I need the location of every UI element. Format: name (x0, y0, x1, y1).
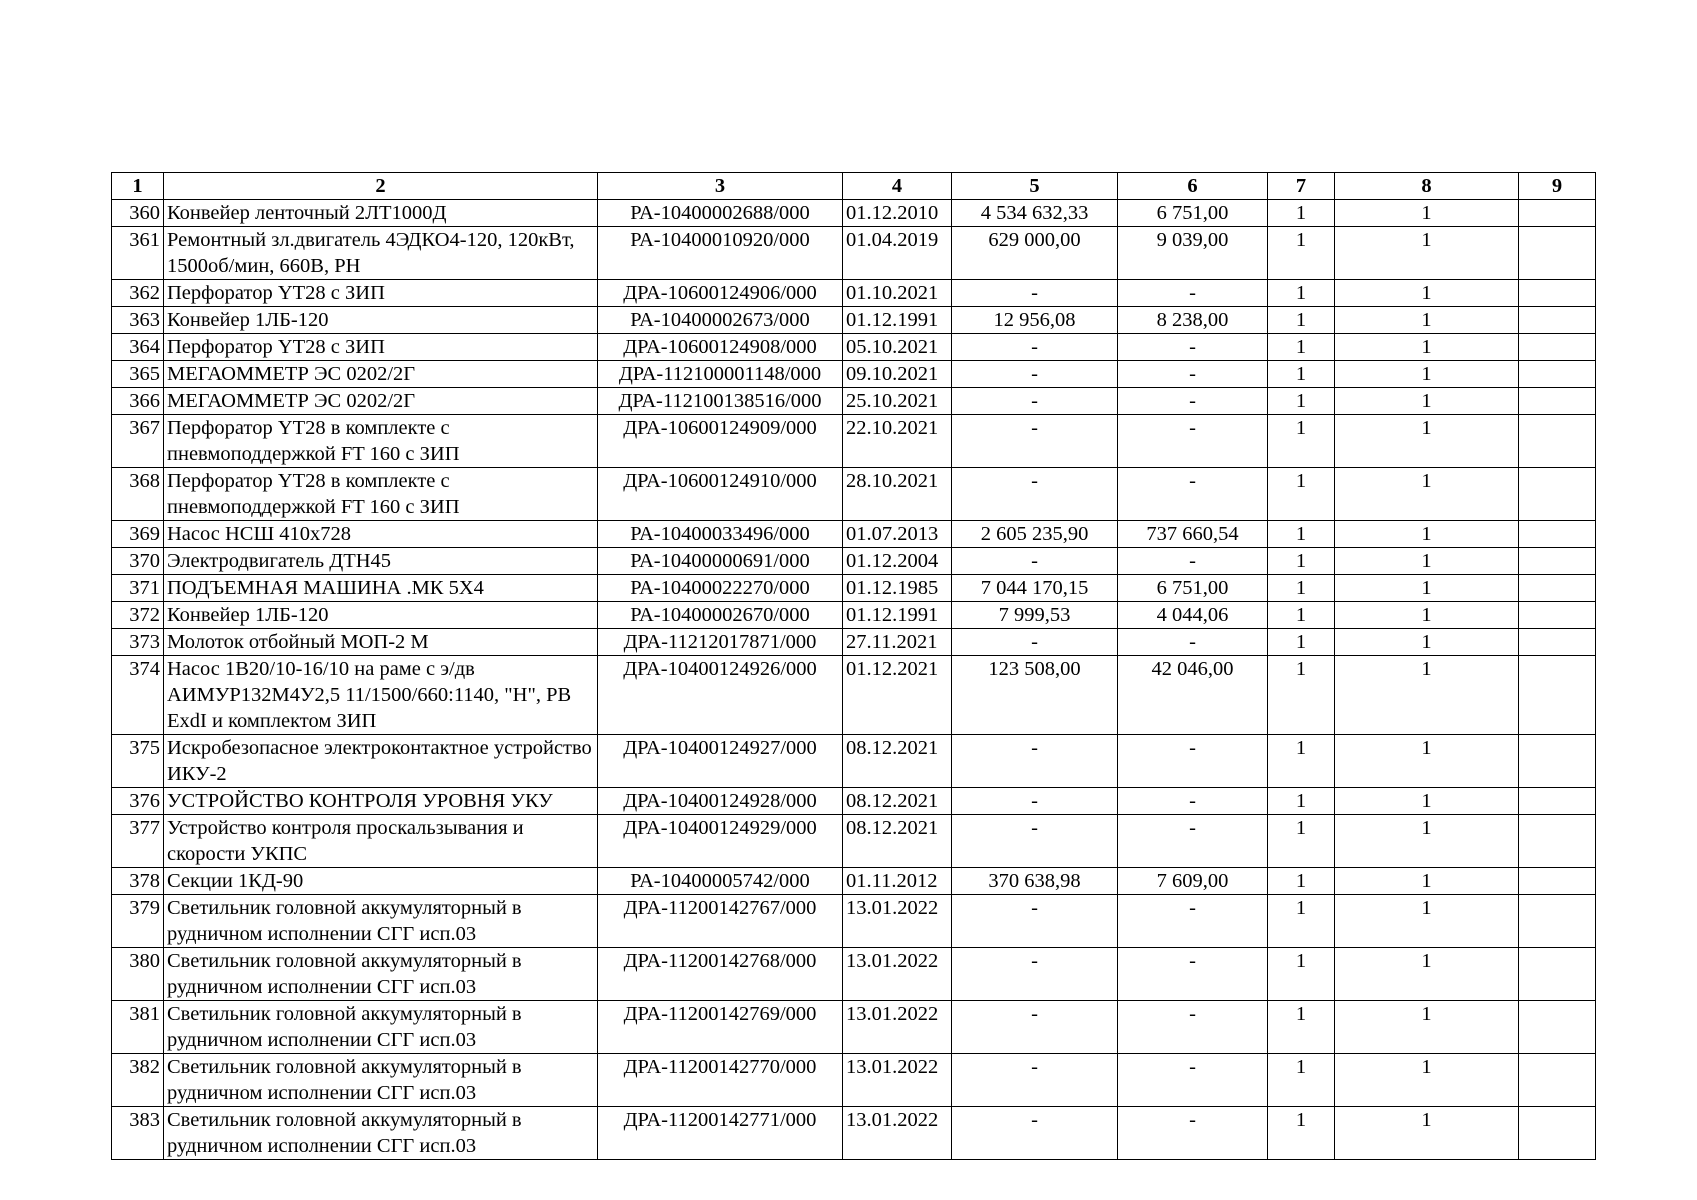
note-cell (1519, 815, 1596, 868)
quantity-cell: 1 (1268, 280, 1335, 307)
table-row (112, 548, 1596, 575)
date-cell: 05.10.2021 (843, 334, 952, 361)
residual-cost-cell: 42 046,00 (1118, 656, 1268, 735)
initial-cost-cell: - (952, 948, 1118, 1001)
residual-cost-cell: - (1118, 788, 1268, 815)
row-number-cell: 361 (112, 227, 164, 280)
quantity-actual-cell: 1 (1335, 1054, 1519, 1107)
initial-cost-cell: 2 605 235,90 (952, 521, 1118, 548)
quantity-cell: 1 (1268, 227, 1335, 280)
date-cell: 28.10.2021 (843, 468, 952, 521)
table-row (112, 307, 1596, 334)
row-number-cell: 364 (112, 334, 164, 361)
note-cell (1519, 788, 1596, 815)
row-number-cell: 371 (112, 575, 164, 602)
residual-cost-cell: 7 609,00 (1118, 868, 1268, 895)
quantity-actual-cell: 1 (1335, 788, 1519, 815)
quantity-actual-cell: 1 (1335, 815, 1519, 868)
table-row (112, 948, 1596, 1001)
quantity-actual-cell: 1 (1335, 735, 1519, 788)
row-number-cell: 375 (112, 735, 164, 788)
item-name-cell: ПОДЪЕМНАЯ МАШИНА .МК 5Х4 (164, 575, 598, 602)
residual-cost-cell: - (1118, 548, 1268, 575)
initial-cost-cell: - (952, 334, 1118, 361)
quantity-cell: 1 (1268, 548, 1335, 575)
inventory-code-cell: ДРА-112100001148/000 (598, 361, 843, 388)
note-cell (1519, 1001, 1596, 1054)
inventory-code-cell: ДРА-112100138516/000 (598, 388, 843, 415)
note-cell (1519, 948, 1596, 1001)
inventory-table (111, 172, 1596, 1160)
note-cell (1519, 521, 1596, 548)
column-header: 6 (1118, 173, 1268, 200)
note-cell (1519, 548, 1596, 575)
column-header: 4 (843, 173, 952, 200)
date-cell: 27.11.2021 (843, 629, 952, 656)
quantity-cell: 1 (1268, 948, 1335, 1001)
date-cell: 01.12.2010 (843, 200, 952, 227)
note-cell (1519, 388, 1596, 415)
date-cell: 13.01.2022 (843, 1107, 952, 1160)
quantity-actual-cell: 1 (1335, 575, 1519, 602)
date-cell: 13.01.2022 (843, 1054, 952, 1107)
date-cell: 13.01.2022 (843, 948, 952, 1001)
quantity-cell: 1 (1268, 895, 1335, 948)
table-row (112, 575, 1596, 602)
row-number-cell: 378 (112, 868, 164, 895)
initial-cost-cell: 4 534 632,33 (952, 200, 1118, 227)
table-body (112, 200, 1596, 1160)
note-cell (1519, 361, 1596, 388)
item-name-cell: Секции 1КД-90 (164, 868, 598, 895)
quantity-actual-cell: 1 (1335, 868, 1519, 895)
quantity-cell: 1 (1268, 602, 1335, 629)
initial-cost-cell: - (952, 735, 1118, 788)
initial-cost-cell: 629 000,00 (952, 227, 1118, 280)
note-cell (1519, 575, 1596, 602)
row-number-cell: 363 (112, 307, 164, 334)
item-name-cell: Насос НСШ 410х728 (164, 521, 598, 548)
initial-cost-cell: - (952, 468, 1118, 521)
item-name-cell: МЕГАОММЕТР ЭС 0202/2Г (164, 388, 598, 415)
row-number-cell: 365 (112, 361, 164, 388)
date-cell: 13.01.2022 (843, 895, 952, 948)
residual-cost-cell: - (1118, 629, 1268, 656)
item-name-cell: Насос 1В20/10-16/10 на раме с э/дв АИМУР132М4У2,5 11/1500/660:1140, "Н", РВ ExdI и комплектом ЗИП (164, 656, 598, 735)
quantity-actual-cell: 1 (1335, 200, 1519, 227)
inventory-code-cell: ДРА-10600124906/000 (598, 280, 843, 307)
inventory-code-cell: ДРА-11200142768/000 (598, 948, 843, 1001)
inventory-code-cell: РА-10400010920/000 (598, 227, 843, 280)
quantity-cell: 1 (1268, 388, 1335, 415)
date-cell: 08.12.2021 (843, 735, 952, 788)
table-row (112, 602, 1596, 629)
date-cell: 13.01.2022 (843, 1001, 952, 1054)
residual-cost-cell: - (1118, 415, 1268, 468)
row-number-cell: 368 (112, 468, 164, 521)
date-cell: 01.12.2021 (843, 656, 952, 735)
quantity-actual-cell: 1 (1335, 227, 1519, 280)
quantity-actual-cell: 1 (1335, 280, 1519, 307)
date-cell: 08.12.2021 (843, 788, 952, 815)
note-cell (1519, 334, 1596, 361)
table-row (112, 656, 1596, 735)
column-header: 1 (112, 173, 164, 200)
table-row (112, 200, 1596, 227)
residual-cost-cell: - (1118, 361, 1268, 388)
date-cell: 01.12.1991 (843, 602, 952, 629)
inventory-code-cell: ДРА-10400124928/000 (598, 788, 843, 815)
quantity-actual-cell: 1 (1335, 307, 1519, 334)
row-number-cell: 369 (112, 521, 164, 548)
table-row (112, 895, 1596, 948)
quantity-actual-cell: 1 (1335, 521, 1519, 548)
residual-cost-cell: - (1118, 468, 1268, 521)
item-name-cell: Конвейер ленточный 2ЛТ1000Д (164, 200, 598, 227)
document-page (111, 172, 1595, 1160)
quantity-actual-cell: 1 (1335, 334, 1519, 361)
date-cell: 25.10.2021 (843, 388, 952, 415)
initial-cost-cell: 123 508,00 (952, 656, 1118, 735)
inventory-code-cell: ДРА-11200142769/000 (598, 1001, 843, 1054)
date-cell: 09.10.2021 (843, 361, 952, 388)
table-row (112, 788, 1596, 815)
note-cell (1519, 735, 1596, 788)
quantity-cell: 1 (1268, 735, 1335, 788)
inventory-code-cell: ДРА-11200142770/000 (598, 1054, 843, 1107)
table-row (112, 280, 1596, 307)
item-name-cell: Перфоратор YT28 с ЗИП (164, 334, 598, 361)
column-header: 7 (1268, 173, 1335, 200)
item-name-cell: Перфоратор YT28 в комплекте с пневмоподдержкой FT 160 с ЗИП (164, 415, 598, 468)
quantity-cell: 1 (1268, 815, 1335, 868)
residual-cost-cell: 9 039,00 (1118, 227, 1268, 280)
quantity-actual-cell: 1 (1335, 388, 1519, 415)
item-name-cell: Светильник головной аккумуляторный в рудничном исполнении СГГ исп.03 (164, 895, 598, 948)
quantity-actual-cell: 1 (1335, 948, 1519, 1001)
inventory-code-cell: ДРА-10600124910/000 (598, 468, 843, 521)
table-row (112, 388, 1596, 415)
table-row (112, 227, 1596, 280)
inventory-code-cell: РА-10400002670/000 (598, 602, 843, 629)
row-number-cell: 373 (112, 629, 164, 656)
row-number-cell: 360 (112, 200, 164, 227)
residual-cost-cell: - (1118, 1054, 1268, 1107)
date-cell: 01.12.1985 (843, 575, 952, 602)
inventory-code-cell: РА-10400000691/000 (598, 548, 843, 575)
table-row (112, 361, 1596, 388)
column-header: 2 (164, 173, 598, 200)
table-row (112, 521, 1596, 548)
residual-cost-cell: 4 044,06 (1118, 602, 1268, 629)
quantity-cell: 1 (1268, 656, 1335, 735)
row-number-cell: 377 (112, 815, 164, 868)
item-name-cell: Перфоратор YT28 с ЗИП (164, 280, 598, 307)
inventory-code-cell: РА-10400033496/000 (598, 521, 843, 548)
residual-cost-cell: 6 751,00 (1118, 200, 1268, 227)
row-number-cell: 383 (112, 1107, 164, 1160)
residual-cost-cell: - (1118, 815, 1268, 868)
date-cell: 01.11.2012 (843, 868, 952, 895)
residual-cost-cell: 737 660,54 (1118, 521, 1268, 548)
note-cell (1519, 200, 1596, 227)
residual-cost-cell: - (1118, 735, 1268, 788)
inventory-code-cell: ДРА-11212017871/000 (598, 629, 843, 656)
table-row (112, 1001, 1596, 1054)
initial-cost-cell: - (952, 1001, 1118, 1054)
quantity-cell: 1 (1268, 868, 1335, 895)
quantity-actual-cell: 1 (1335, 602, 1519, 629)
residual-cost-cell: 8 238,00 (1118, 307, 1268, 334)
table-row (112, 1054, 1596, 1107)
date-cell: 01.10.2021 (843, 280, 952, 307)
quantity-actual-cell: 1 (1335, 629, 1519, 656)
residual-cost-cell: - (1118, 895, 1268, 948)
item-name-cell: МЕГАОММЕТР ЭС 0202/2Г (164, 361, 598, 388)
quantity-cell: 1 (1268, 629, 1335, 656)
table-row (112, 334, 1596, 361)
note-cell (1519, 280, 1596, 307)
initial-cost-cell: - (952, 895, 1118, 948)
quantity-cell: 1 (1268, 361, 1335, 388)
header-row (112, 173, 1596, 200)
quantity-actual-cell: 1 (1335, 656, 1519, 735)
residual-cost-cell: 6 751,00 (1118, 575, 1268, 602)
residual-cost-cell: - (1118, 1107, 1268, 1160)
quantity-actual-cell: 1 (1335, 1107, 1519, 1160)
table-row (112, 815, 1596, 868)
quantity-actual-cell: 1 (1335, 895, 1519, 948)
date-cell: 22.10.2021 (843, 415, 952, 468)
table-row (112, 1107, 1596, 1160)
quantity-cell: 1 (1268, 521, 1335, 548)
quantity-cell: 1 (1268, 415, 1335, 468)
note-cell (1519, 468, 1596, 521)
quantity-cell: 1 (1268, 200, 1335, 227)
initial-cost-cell: 12 956,08 (952, 307, 1118, 334)
initial-cost-cell: - (952, 1054, 1118, 1107)
row-number-cell: 379 (112, 895, 164, 948)
row-number-cell: 367 (112, 415, 164, 468)
quantity-actual-cell: 1 (1335, 361, 1519, 388)
row-number-cell: 366 (112, 388, 164, 415)
initial-cost-cell: - (952, 415, 1118, 468)
note-cell (1519, 629, 1596, 656)
quantity-cell: 1 (1268, 334, 1335, 361)
note-cell (1519, 415, 1596, 468)
note-cell (1519, 868, 1596, 895)
quantity-actual-cell: 1 (1335, 415, 1519, 468)
table-row (112, 468, 1596, 521)
initial-cost-cell: - (952, 1107, 1118, 1160)
quantity-actual-cell: 1 (1335, 548, 1519, 575)
date-cell: 01.04.2019 (843, 227, 952, 280)
column-header: 8 (1335, 173, 1519, 200)
column-header: 9 (1519, 173, 1596, 200)
row-number-cell: 376 (112, 788, 164, 815)
quantity-cell: 1 (1268, 307, 1335, 334)
note-cell (1519, 1107, 1596, 1160)
item-name-cell: Светильник головной аккумуляторный в рудничном исполнении СГГ исп.03 (164, 1001, 598, 1054)
item-name-cell: Перфоратор YT28 в комплекте с пневмоподдержкой FT 160 с ЗИП (164, 468, 598, 521)
item-name-cell: Устройство контроля проскальзывания и скорости УКПС (164, 815, 598, 868)
item-name-cell: Светильник головной аккумуляторный в рудничном исполнении СГГ исп.03 (164, 1054, 598, 1107)
inventory-code-cell: РА-10400002673/000 (598, 307, 843, 334)
initial-cost-cell: - (952, 548, 1118, 575)
row-number-cell: 370 (112, 548, 164, 575)
table-row (112, 629, 1596, 656)
item-name-cell: Искробезопасное электроконтактное устройство ИКУ-2 (164, 735, 598, 788)
inventory-code-cell: ДРА-10400124929/000 (598, 815, 843, 868)
item-name-cell: УСТРОЙСТВО КОНТРОЛЯ УРОВНЯ УКУ (164, 788, 598, 815)
initial-cost-cell: - (952, 788, 1118, 815)
quantity-cell: 1 (1268, 1107, 1335, 1160)
item-name-cell: Светильник головной аккумуляторный в рудничном исполнении СГГ исп.03 (164, 948, 598, 1001)
inventory-code-cell: ДРА-11200142771/000 (598, 1107, 843, 1160)
column-header: 3 (598, 173, 843, 200)
initial-cost-cell: - (952, 815, 1118, 868)
quantity-actual-cell: 1 (1335, 1001, 1519, 1054)
row-number-cell: 381 (112, 1001, 164, 1054)
row-number-cell: 372 (112, 602, 164, 629)
table-row (112, 868, 1596, 895)
initial-cost-cell: - (952, 629, 1118, 656)
item-name-cell: Конвейер 1ЛБ-120 (164, 602, 598, 629)
initial-cost-cell: 7 999,53 (952, 602, 1118, 629)
row-number-cell: 374 (112, 656, 164, 735)
note-cell (1519, 307, 1596, 334)
inventory-code-cell: РА-10400002688/000 (598, 200, 843, 227)
quantity-cell: 1 (1268, 1054, 1335, 1107)
inventory-code-cell: ДРА-10400124926/000 (598, 656, 843, 735)
initial-cost-cell: - (952, 280, 1118, 307)
residual-cost-cell: - (1118, 334, 1268, 361)
residual-cost-cell: - (1118, 388, 1268, 415)
initial-cost-cell: - (952, 361, 1118, 388)
table-row (112, 735, 1596, 788)
quantity-actual-cell: 1 (1335, 468, 1519, 521)
initial-cost-cell: 7 044 170,15 (952, 575, 1118, 602)
quantity-cell: 1 (1268, 468, 1335, 521)
row-number-cell: 382 (112, 1054, 164, 1107)
residual-cost-cell: - (1118, 280, 1268, 307)
date-cell: 01.12.2004 (843, 548, 952, 575)
note-cell (1519, 656, 1596, 735)
initial-cost-cell: 370 638,98 (952, 868, 1118, 895)
row-number-cell: 362 (112, 280, 164, 307)
inventory-code-cell: ДРА-10400124927/000 (598, 735, 843, 788)
inventory-code-cell: ДРА-10600124909/000 (598, 415, 843, 468)
item-name-cell: Электродвигатель ДТН45 (164, 548, 598, 575)
note-cell (1519, 1054, 1596, 1107)
column-header: 5 (952, 173, 1118, 200)
residual-cost-cell: - (1118, 1001, 1268, 1054)
quantity-cell: 1 (1268, 788, 1335, 815)
initial-cost-cell: - (952, 388, 1118, 415)
date-cell: 01.07.2013 (843, 521, 952, 548)
item-name-cell: Молоток отбойный МОП-2 М (164, 629, 598, 656)
item-name-cell: Конвейер 1ЛБ-120 (164, 307, 598, 334)
note-cell (1519, 602, 1596, 629)
inventory-code-cell: ДРА-10600124908/000 (598, 334, 843, 361)
inventory-code-cell: РА-10400005742/000 (598, 868, 843, 895)
quantity-cell: 1 (1268, 575, 1335, 602)
inventory-code-cell: ДРА-11200142767/000 (598, 895, 843, 948)
residual-cost-cell: - (1118, 948, 1268, 1001)
date-cell: 01.12.1991 (843, 307, 952, 334)
inventory-code-cell: РА-10400022270/000 (598, 575, 843, 602)
table-row (112, 415, 1596, 468)
row-number-cell: 380 (112, 948, 164, 1001)
note-cell (1519, 895, 1596, 948)
note-cell (1519, 227, 1596, 280)
item-name-cell: Ремонтный зл.двигатель 4ЭДКО4-120, 120кВт, 1500об/мин, 660В, РН (164, 227, 598, 280)
date-cell: 08.12.2021 (843, 815, 952, 868)
quantity-cell: 1 (1268, 1001, 1335, 1054)
item-name-cell: Светильник головной аккумуляторный в рудничном исполнении СГГ исп.03 (164, 1107, 598, 1160)
